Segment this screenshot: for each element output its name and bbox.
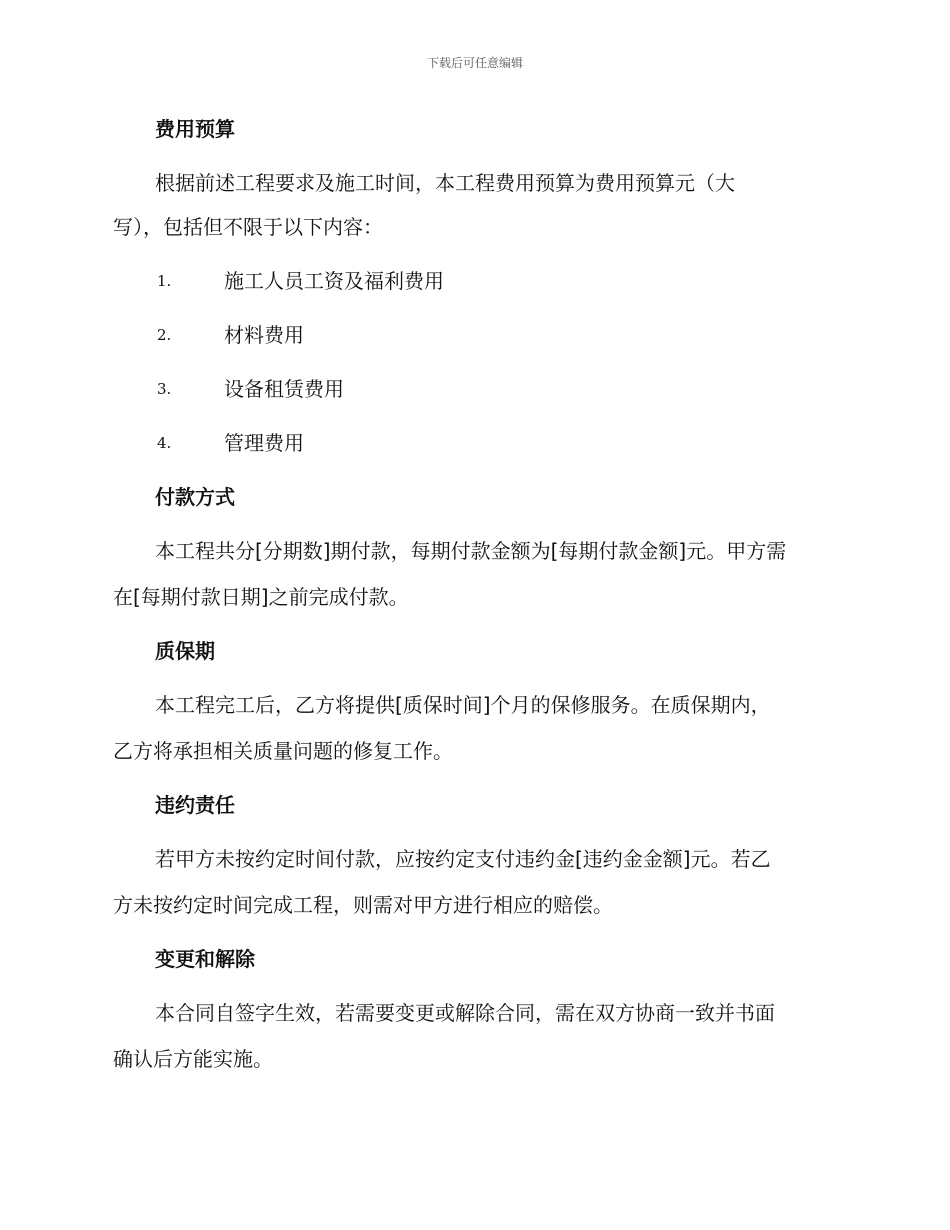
list-item-number: 3. bbox=[157, 380, 172, 398]
section-heading-change: 变更和解除 bbox=[155, 947, 255, 971]
list-item bbox=[113, 428, 841, 458]
section-heading-budget: 费用预算 bbox=[155, 117, 235, 141]
budget-paragraph-line-2: 写），包括但不限于以下内容： bbox=[113, 215, 383, 239]
section-heading-warranty: 质保期 bbox=[155, 639, 215, 663]
list-item-number: 4. bbox=[157, 434, 172, 452]
warranty-paragraph bbox=[113, 690, 841, 766]
section-heading-payment: 付款方式 bbox=[155, 485, 235, 509]
list-item-number: 1. bbox=[157, 272, 172, 290]
breach-paragraph-line-1: 若甲方未按约定时间付款，应按约定支付违约金[违约金金额]元。若乙 bbox=[155, 847, 771, 871]
list-item-number: 2. bbox=[157, 326, 172, 344]
warranty-paragraph-line-2: 乙方将承担相关质量问题的修复工作。 bbox=[113, 739, 453, 763]
change-paragraph bbox=[113, 998, 841, 1074]
budget-paragraph-line-1: 根据前述工程要求及施工时间，本工程费用预算为费用预算元（大 bbox=[155, 171, 735, 195]
list-item-text: 管理费用 bbox=[224, 431, 304, 455]
change-paragraph-line-2: 确认后方能实施。 bbox=[113, 1047, 273, 1071]
payment-paragraph-line-1: 本工程共分[分期数]期付款，每期付款金额为[每期付款金额]元。甲方需 bbox=[155, 539, 787, 563]
warranty-paragraph-line-1: 本工程完工后，乙方将提供[质保时间]个月的保修服务。在质保期内， bbox=[155, 693, 771, 717]
breach-paragraph bbox=[113, 844, 841, 920]
list-item bbox=[113, 320, 841, 350]
section-heading-breach: 违约责任 bbox=[155, 793, 235, 817]
payment-paragraph bbox=[113, 536, 841, 612]
change-paragraph-line-1: 本合同自签字生效，若需要变更或解除合同，需在双方协商一致并书面 bbox=[155, 1001, 775, 1025]
budget-paragraph bbox=[113, 168, 841, 242]
list-item-text: 设备租赁费用 bbox=[224, 377, 344, 401]
breach-paragraph-line-2: 方未按约定时间完成工程，则需对甲方进行相应的赔偿。 bbox=[113, 893, 613, 917]
list-item bbox=[113, 374, 841, 404]
list-item bbox=[113, 266, 841, 296]
page-header: 下载后可任意编辑 bbox=[426, 56, 523, 70]
payment-paragraph-line-2: 在[每期付款日期]之前完成付款。 bbox=[113, 585, 409, 609]
list-item-text: 施工人员工资及福利费用 bbox=[224, 269, 444, 293]
list-item-text: 材料费用 bbox=[224, 323, 304, 347]
document-body bbox=[113, 114, 841, 1074]
